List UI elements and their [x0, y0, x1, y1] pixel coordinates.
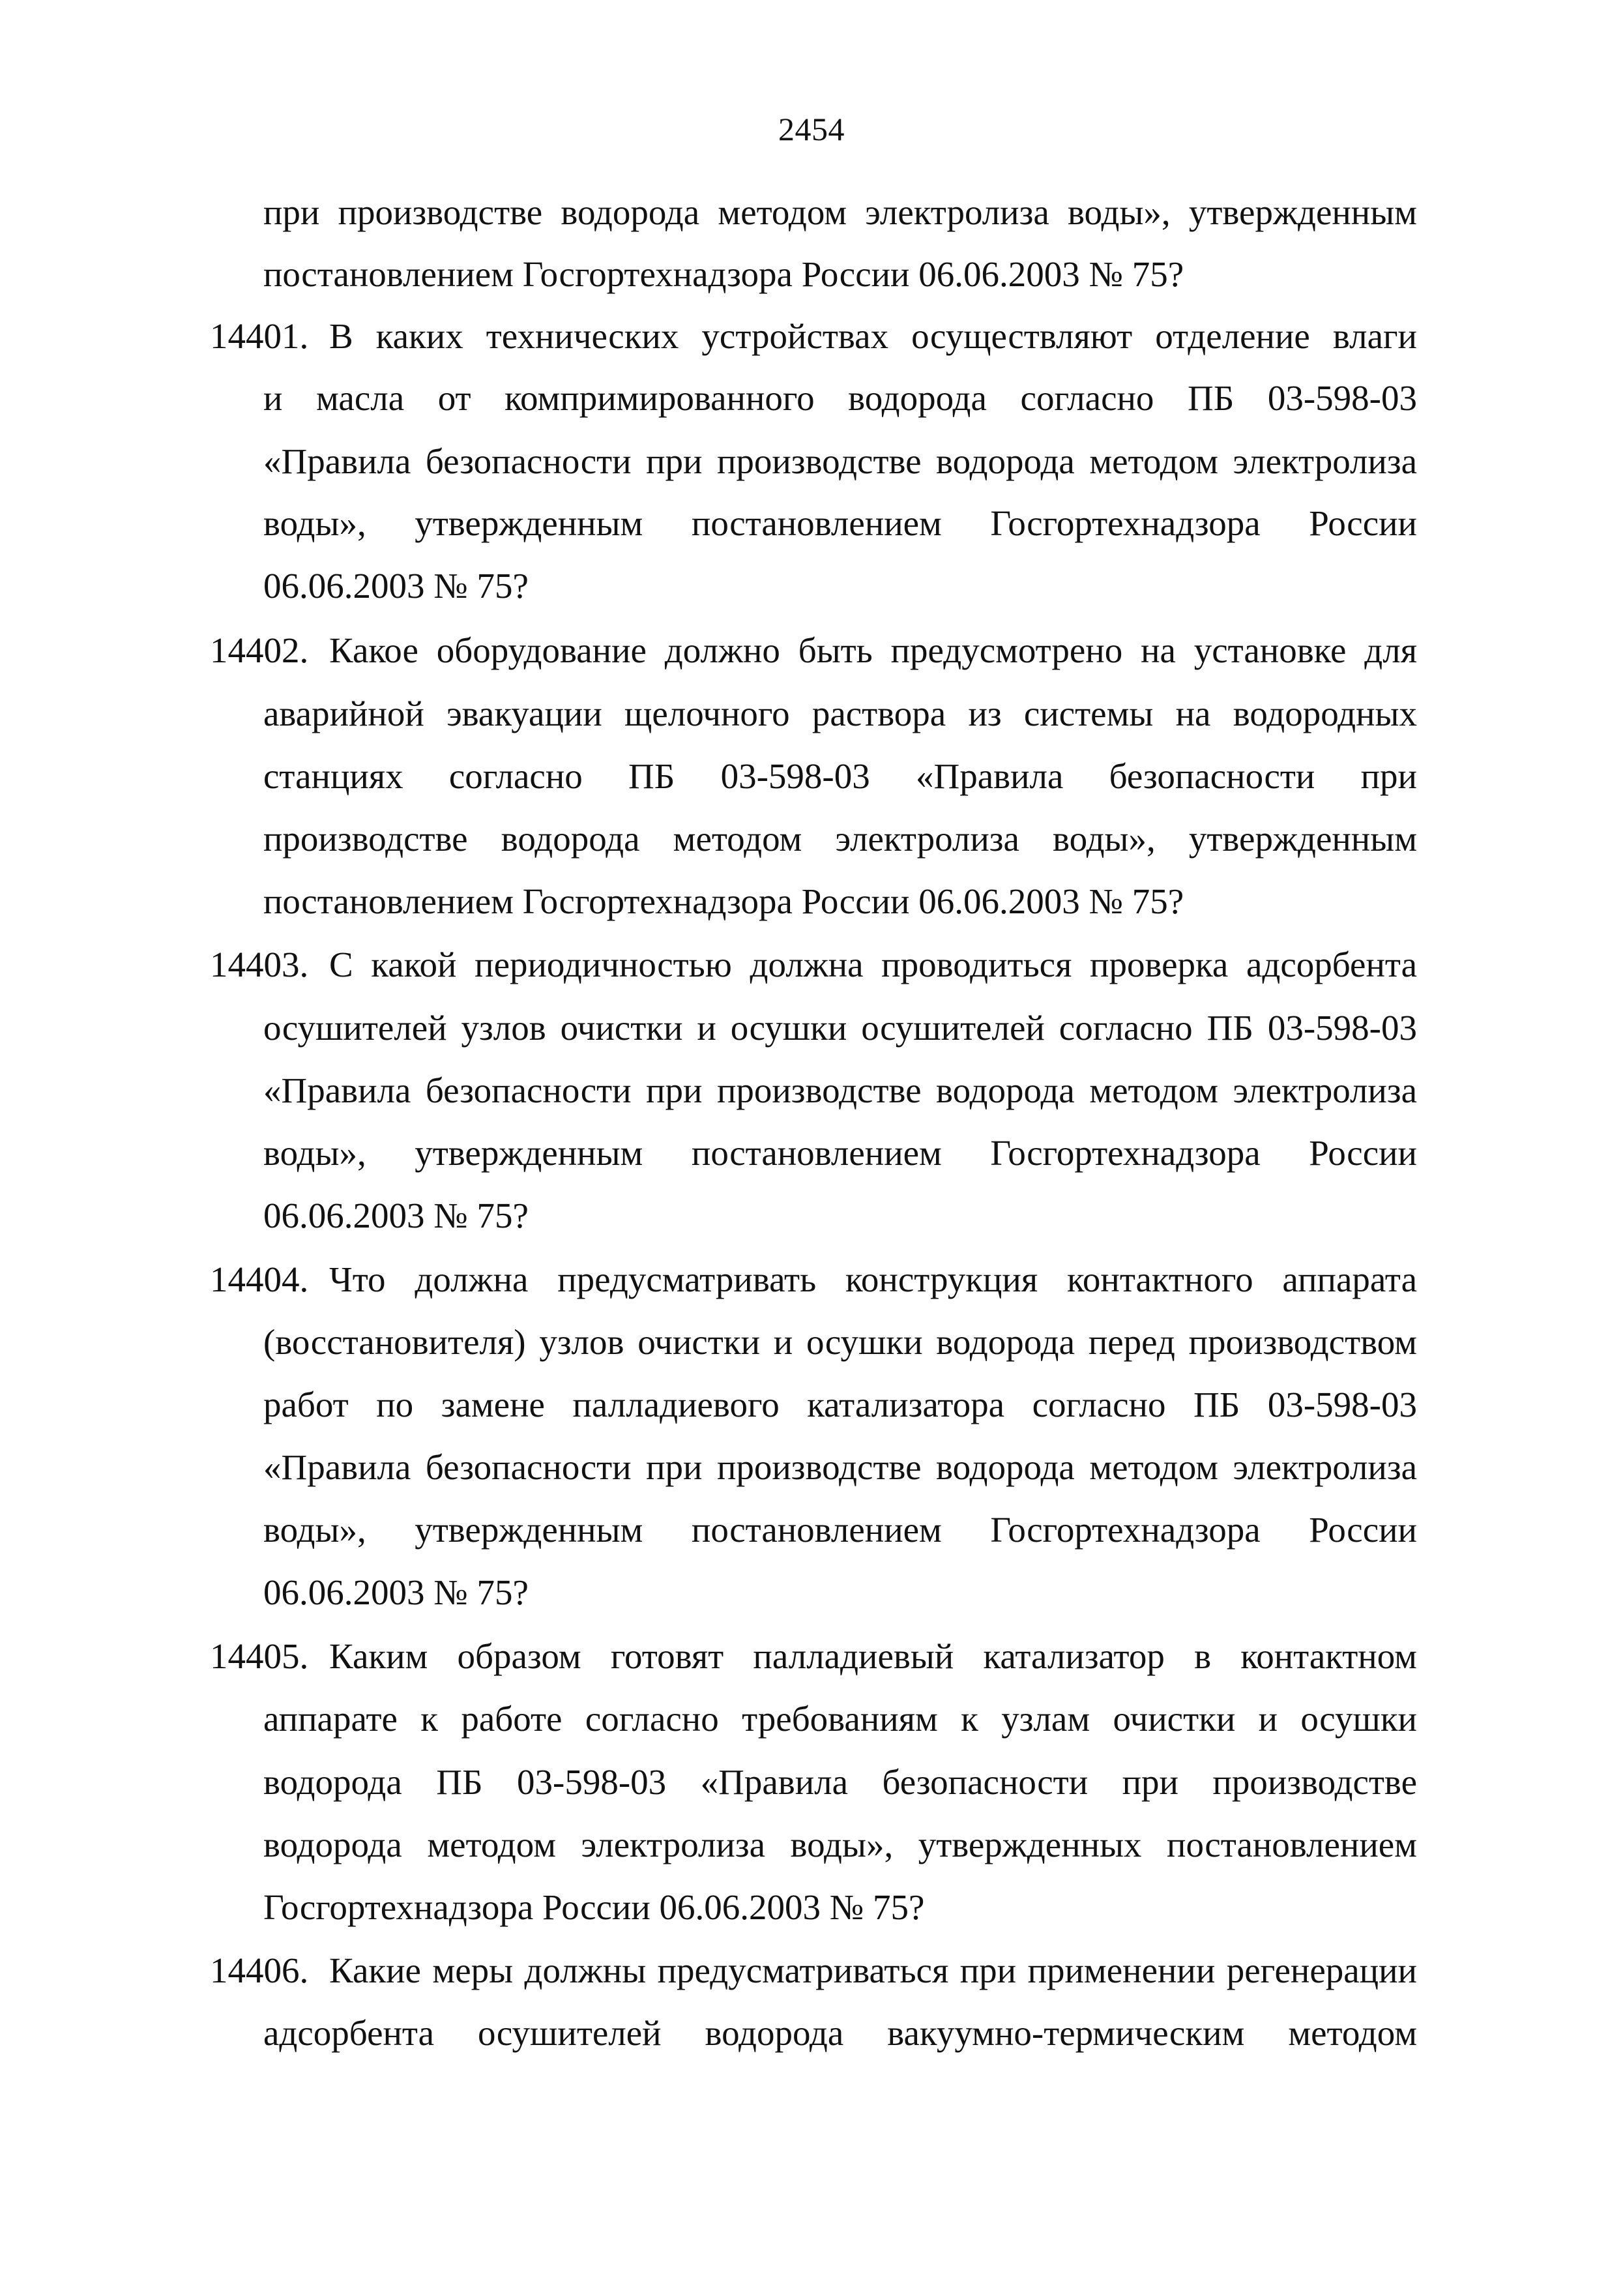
question-text-line: «Правила безопасности при производстве водорода методом электролиза [263, 1447, 1417, 1487]
question-text-line: Какие меры должны предусматриваться при применении регенерации [329, 1950, 1417, 1990]
question-text-line: 06.06.2003 № 75? [263, 566, 529, 606]
question-number: 14401. [210, 316, 309, 356]
question-text-line: воды», утвержденным постановлением Госгортехнадзора России [263, 1510, 1417, 1550]
continuation-line: при производстве водорода методом электролиза воды», утвержденным [263, 192, 1417, 232]
question-text-line: В каких технических устройствах осуществляют отделение влаги [329, 316, 1417, 356]
page-number: 2454 [778, 111, 845, 147]
question-text-line: Что должна предусматривать конструкция контактного аппарата [329, 1259, 1417, 1299]
question-text-line: аварийной эвакуации щелочного раствора из системы на водородных [263, 694, 1417, 733]
question-text-line: 06.06.2003 № 75? [263, 1196, 529, 1235]
question-text-line: воды», утвержденным постановлением Госгортехнадзора России [263, 503, 1417, 543]
question-text-line: водорода ПБ 03-598-03 «Правила безопасности при производстве [263, 1762, 1417, 1802]
question-text-line: С какой периодичностью должна проводиться проверка адсорбента [329, 945, 1417, 984]
question-text-line: 06.06.2003 № 75? [263, 1572, 529, 1612]
question-number: 14406. [210, 1950, 309, 1990]
question-text-line: «Правила безопасности при производстве водорода методом электролиза [263, 441, 1417, 481]
question-text-line: «Правила безопасности при производстве водорода методом электролиза [263, 1070, 1417, 1110]
question-text-line: Какое оборудование должно быть предусмотрено на установке для [329, 630, 1417, 670]
question-text-line: Госгортехнадзора России 06.06.2003 № 75? [263, 1887, 925, 1927]
question-number: 14402. [210, 630, 309, 670]
question-text-line: и масла от компримированного водорода согласно ПБ 03-598-03 [263, 378, 1417, 418]
question-text-line: осушителей узлов очистки и осушки осушителей согласно ПБ 03-598-03 [263, 1008, 1417, 1048]
question-number: 14404. [210, 1259, 309, 1299]
question-text-line: водорода методом электролиза воды», утвержденных постановлением [263, 1825, 1417, 1864]
question-text-line: Каким образом готовят палладиевый катализатор в контактном [329, 1636, 1417, 1676]
question-text-line: производстве водорода методом электролиза воды», утвержденным [263, 819, 1417, 859]
continuation-line: постановлением Госгортехнадзора России 06.06.2003 № 75? [263, 254, 1184, 294]
question-text-line: постановлением Госгортехнадзора России 06.06.2003 № 75? [263, 881, 1184, 921]
question-text-line: (восстановителя) узлов очистки и осушки водорода перед производством [263, 1322, 1417, 1362]
question-number: 14405. [210, 1636, 309, 1676]
question-text-line: аппарате к работе согласно требованиям к узлам очистки и осушки [263, 1699, 1417, 1739]
question-text-line: работ по замене палладиевого катализатора согласно ПБ 03-598-03 [263, 1385, 1417, 1424]
question-text-line: воды», утвержденным постановлением Госгортехнадзора России [263, 1133, 1417, 1173]
question-text-line: адсорбента осушителей водорода вакуумно-термическим методом [263, 2013, 1417, 2053]
question-text-line: станциях согласно ПБ 03-598-03 «Правила безопасности при [263, 756, 1417, 796]
question-number: 14403. [210, 945, 309, 984]
